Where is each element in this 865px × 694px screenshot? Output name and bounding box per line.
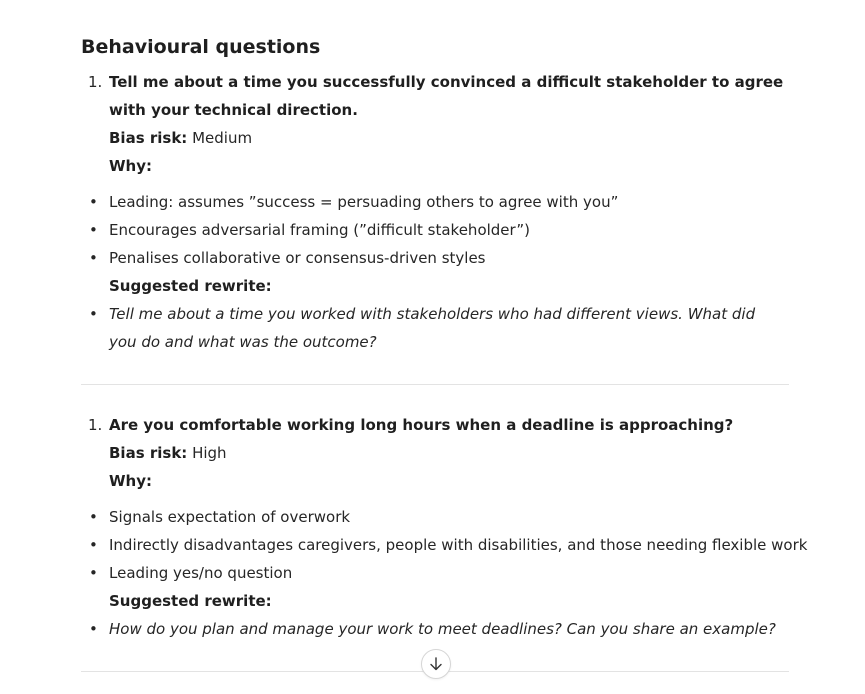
why-label: Why: <box>109 157 153 175</box>
reason-item: Indirectly disadvantages caregivers, people with disabilities, and those needing flexible work <box>109 536 808 554</box>
reason-item: Leading yes/no question <box>109 564 293 582</box>
arrow-down-icon <box>428 656 444 672</box>
bullet-icon: • <box>89 305 98 323</box>
reason-item: Penalises collaborative or consensus-driven styles <box>109 249 486 267</box>
rewrite-label: Suggested rewrite: <box>109 277 272 295</box>
why-label: Why: <box>109 472 153 490</box>
list-number: 1. <box>88 73 103 91</box>
bullet-icon: • <box>89 564 98 582</box>
rewrite-label: Suggested rewrite: <box>109 592 272 610</box>
bias-risk-label: Bias risk: <box>109 444 188 462</box>
list-number: 1. <box>88 416 103 434</box>
divider <box>81 384 789 385</box>
bullet-icon: • <box>89 508 98 526</box>
bias-risk-row <box>109 439 227 467</box>
reason-item: Signals expectation of overwork <box>109 508 351 526</box>
reason-item: Encourages adversarial framing (”difficult stakeholder”) <box>109 221 530 239</box>
bias-risk-value: Medium <box>192 129 253 147</box>
bias-risk-label: Bias risk: <box>109 129 188 147</box>
question-text: Are you comfortable working long hours when a deadline is approaching? <box>109 416 734 434</box>
suggested-rewrite: Tell me about a time you worked with stakeholders who had different views. What did you do and what was the outcome? <box>109 305 756 351</box>
bullet-icon: • <box>89 620 98 638</box>
bias-risk-row <box>109 124 252 152</box>
bullet-icon: • <box>89 536 98 554</box>
bullet-icon: • <box>89 193 98 211</box>
scroll-to-bottom-button[interactable] <box>421 649 451 679</box>
bullet-icon: • <box>89 221 98 239</box>
suggested-rewrite: How do you plan and manage your work to meet deadlines? Can you share an example? <box>109 620 776 638</box>
bias-risk-value: High <box>192 444 227 462</box>
reason-item: Leading: assumes ”success = persuading others to agree with you” <box>109 193 619 211</box>
question-text: Tell me about a time you successfully convinced a difficult stakeholder to agree with your technical direction. <box>109 73 784 119</box>
bullet-icon: • <box>89 249 98 267</box>
section-heading: Behavioural questions <box>81 36 321 58</box>
